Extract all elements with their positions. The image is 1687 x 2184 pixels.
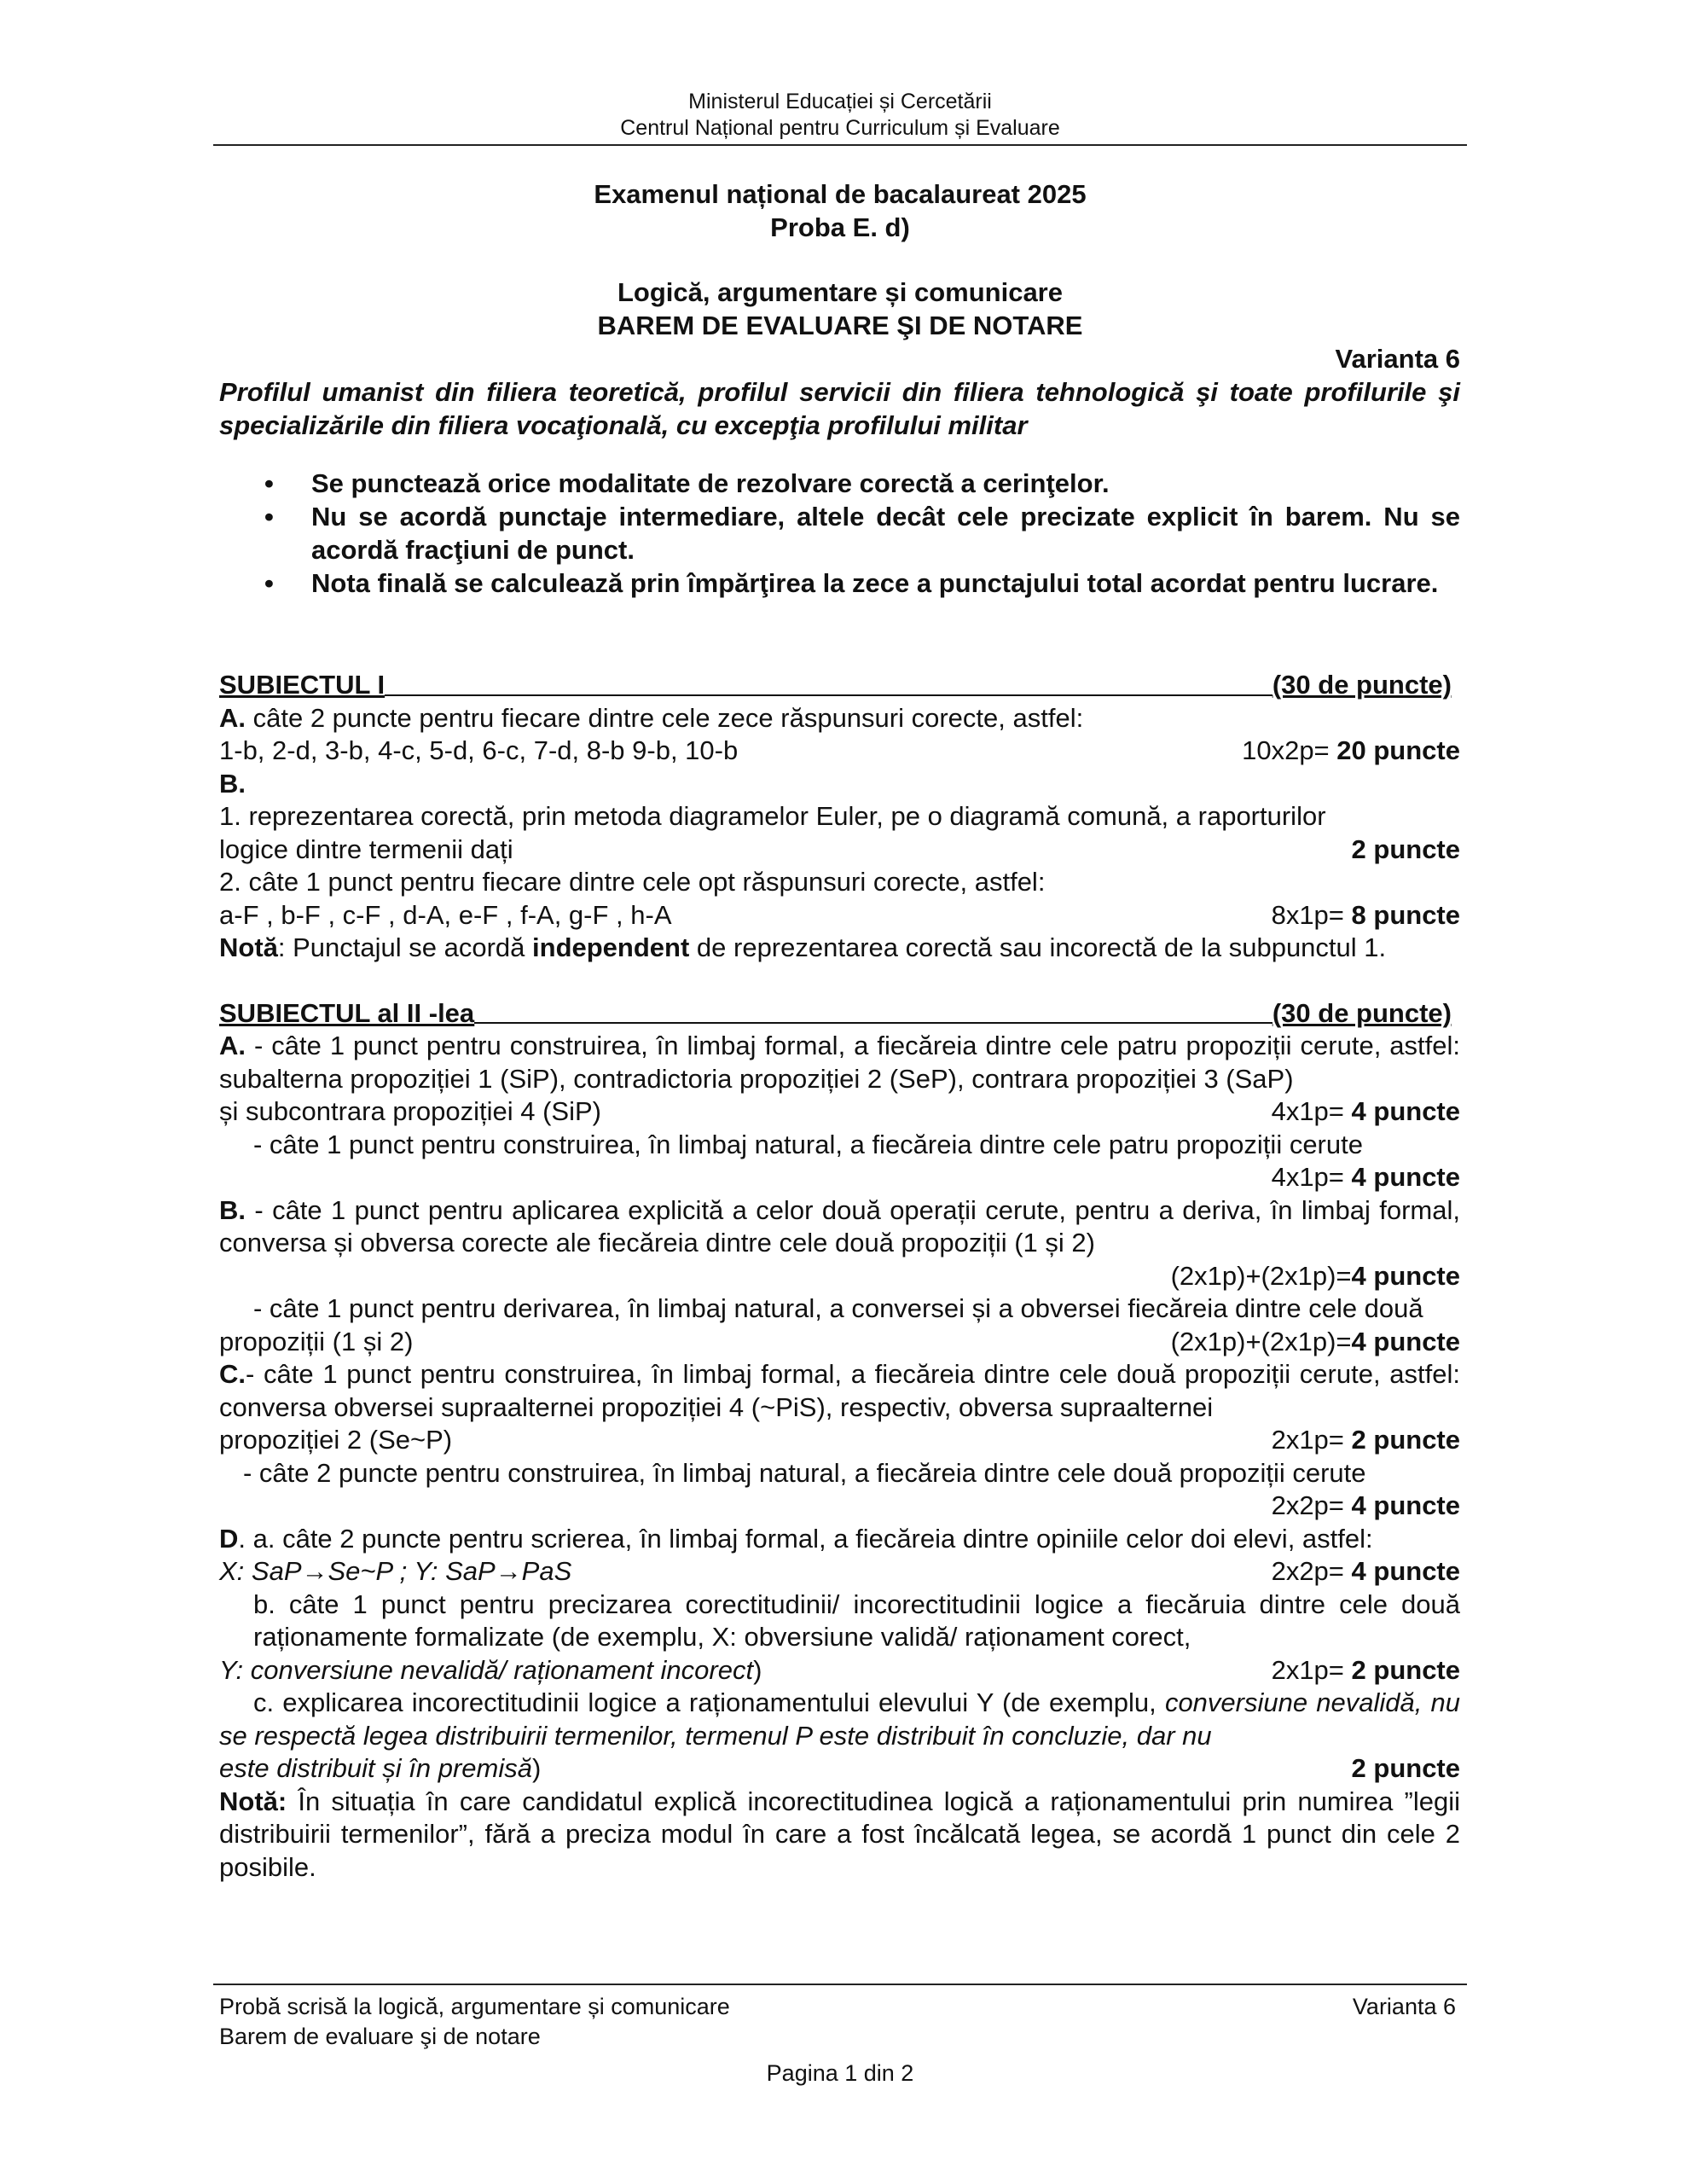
- section-2-points: (30 de puncte): [1272, 997, 1452, 1028]
- barem-title: BAREM DE EVALUARE ŞI DE NOTARE: [597, 311, 1083, 340]
- s1-b2-text: 2. câte 1 punct pentru fiecare dintre cele opt răspunsuri corecte, astfel:: [219, 867, 1046, 897]
- document-header: [213, 89, 1467, 142]
- title-block: [213, 177, 1467, 342]
- section-1-title: SUBIECTUL I: [219, 670, 386, 700]
- s2-a2-score: 4x1p= 4 puncte: [1271, 1162, 1460, 1192]
- s2-c1-last: propoziției 2 (Se~P) 2x1p= 2 puncte: [219, 1424, 1460, 1457]
- page-number: Pagina 1 din 2: [766, 2060, 914, 2086]
- s1-b1-text: 1. reprezentarea corectă, prin metoda diagramelor Euler, pe o diagramă comună, a raporturilor: [219, 801, 1326, 831]
- s1-a-answers: 1-b, 2-d, 3-b, 4-c, 5-d, 6-c, 7-d, 8-b 9-b, 10-b 10x2p= 20 puncte: [219, 735, 1460, 768]
- section-2-heading: [219, 997, 1460, 1031]
- section-2-title: SUBIECTUL al II -lea: [219, 997, 475, 1028]
- s2-a1-text: A. - câte 1 punct pentru construirea, în limbaj formal, a fiecăreia dintre cele patru propoziții cerute, astfel: subalterna propoziției 1 (SiP), contradictoria propoziției 2 (SeP), contrara propoziției 3 (SaP): [219, 1031, 1460, 1094]
- s2-c2-text: - câte 2 puncte pentru construirea, în limbaj natural, a fiecăreia dintre cele două propoziții cerute: [243, 1457, 1366, 1488]
- exam-proba: Proba E. d): [770, 212, 910, 242]
- s2-a1-last: și subcontrara propoziției 4 (SiP) 4x1p= 4 puncte: [219, 1095, 1460, 1129]
- rule-item: • Nu se acordă punctaje intermediare, altele decât cele precizate explicit în barem. Nu se acordă fracţiuni de punct.: [256, 500, 1460, 566]
- s2-b1-score: (2x1p)+(2x1p)=4 puncte: [1170, 1260, 1460, 1291]
- s2-db-text: b. câte 1 punct pentru precizarea corectitudinii/ incorectitudinii logice a fiecăruia dintre cele două raționamente formalizate (de exemplu, X: obversiune validă/ raționament corect,: [253, 1589, 1460, 1652]
- s1-b-label: B.: [219, 768, 246, 799]
- s2-c1-score: 2x1p= 2 puncte: [1271, 1425, 1460, 1455]
- s2-a1-score: 4x1p= 4 puncte: [1271, 1096, 1460, 1126]
- s1-b1-last: logice dintre termenii dați 2 puncte: [219, 834, 1460, 867]
- footer-variant: Varianta 6: [1352, 1994, 1456, 2019]
- section-1-points: (30 de puncte): [1272, 670, 1452, 700]
- center-name: Centrul Național pentru Curriculum și Evaluare: [620, 116, 1060, 140]
- rule-item: • Se punctează orice modalitate de rezolvare corectă a cerinţelor.: [256, 467, 1460, 500]
- s1-b2-score: 8x1p= 8 puncte: [1271, 899, 1460, 930]
- s1-b1-score: 2 puncte: [1351, 834, 1460, 864]
- s2-da-score: 2x2p= 4 puncte: [1271, 1556, 1460, 1586]
- s1-note: Notă: Punctajul se acordă independent de reprezentarea corectă sau incorectă de la subpunctul 1.: [219, 932, 1387, 962]
- rule-item: • Nota finală se calculează prin împărţirea la zece a punctajului total acordat pentru lucrare.: [256, 566, 1460, 600]
- variant-label: Varianta 6: [1335, 344, 1460, 374]
- exam-title: Examenul național de bacalaureat 2025: [594, 179, 1087, 209]
- s1-a-score: 10x2p= 20 puncte: [1242, 735, 1460, 765]
- s2-b1-text: B. - câte 1 punct pentru aplicarea explicită a celor două operații cerute, pentru a deriva, în limbaj formal, conversa și obversa corecte ale fiecăreia dintre cele două propoziții (1 și 2): [219, 1194, 1460, 1258]
- general-rules: [256, 467, 1460, 600]
- ministry-name: Ministerul Educației și Cercetării: [688, 90, 992, 113]
- s2-db-last: Y: conversiune nevalidă/ raționament incorect) 2x1p= 2 puncte: [219, 1654, 1460, 1687]
- s2-da-formula: X: SaP→Se~P ; Y: SaP→PaS: [219, 1556, 572, 1586]
- s2-c1-text: C.- câte 1 punct pentru construirea, în limbaj formal, a fiecăreia dintre cele două propoziții cerute, astfel: conversa obversei supraalternei propoziției 4 (~PiS), respectiv, obversa supraalternei: [219, 1359, 1460, 1422]
- s2-dc-score: 2 puncte: [1351, 1753, 1460, 1783]
- s2-c2-score: 2x2p= 4 puncte: [1271, 1490, 1460, 1520]
- profile-description: Profilul umanist din filiera teoretică, profilul servicii din filiera tehnologică şi toate profilurile şi specializările din filiera vocaţională, cu excepţia profilului militar: [219, 377, 1460, 440]
- barem-content: [219, 669, 1460, 1884]
- s2-dc-text: c. explicarea incorectitudinii logice a raționamentului elevului Y (de exemplu, conversiune nevalidă, nu se respectă legea distribuirii termenilor, termenul P este distribuit în concluzie, dar nu: [219, 1687, 1460, 1751]
- s2-b2-text: - câte 1 punct pentru derivarea, în limbaj natural, a conversei și a obversei fiecăreia dintre cele două: [253, 1293, 1423, 1323]
- footer-exam-name: Probă scrisă la logică, argumentare și comunicare: [219, 1994, 730, 2019]
- s2-a2-text: - câte 1 punct pentru construirea, în limbaj natural, a fiecăreia dintre cele patru propoziții cerute: [253, 1129, 1363, 1159]
- section-1-heading: [219, 669, 1460, 702]
- s2-dc-last: este distribuit și în premisă) 2 puncte: [219, 1752, 1460, 1786]
- s2-note: Notă: În situația în care candidatul explică incorectitudinea logică a raționamentului prin numirea ”legii distribuirii termenilor”, fără a preciza modul în care a fost încălcată legea, se acordă 1 punct din cele 2 posibile.: [219, 1786, 1460, 1882]
- s2-da-text: D. a. câte 2 puncte pentru scrierea, în limbaj formal, a fiecăreia dintre opiniile celor doi elevi, astfel:: [219, 1523, 1373, 1554]
- footer-barem-label: Barem de evaluare şi de notare: [219, 2024, 541, 2049]
- s2-b2-score: (2x1p)+(2x1p)=4 puncte: [1170, 1326, 1460, 1356]
- s2-db-score: 2x1p= 2 puncte: [1271, 1654, 1460, 1685]
- footer-divider: [213, 1984, 1467, 1985]
- subject-title: Logică, argumentare și comunicare: [617, 277, 1063, 307]
- s1-b2-answers: a-F , b-F , c-F , d-A, e-F , f-A, g-F , h-A 8x1p= 8 puncte: [219, 899, 1460, 932]
- s2-b2-last: propoziții (1 și 2) (2x1p)+(2x1p)=4 puncte: [219, 1326, 1460, 1359]
- document-footer: [219, 1992, 1464, 2052]
- s1-a-intro: A. câte 2 puncte pentru fiecare dintre cele zece răspunsuri corecte, astfel:: [219, 702, 1084, 733]
- header-divider: [213, 144, 1467, 146]
- s2-da-formula-row: [219, 1555, 1460, 1589]
